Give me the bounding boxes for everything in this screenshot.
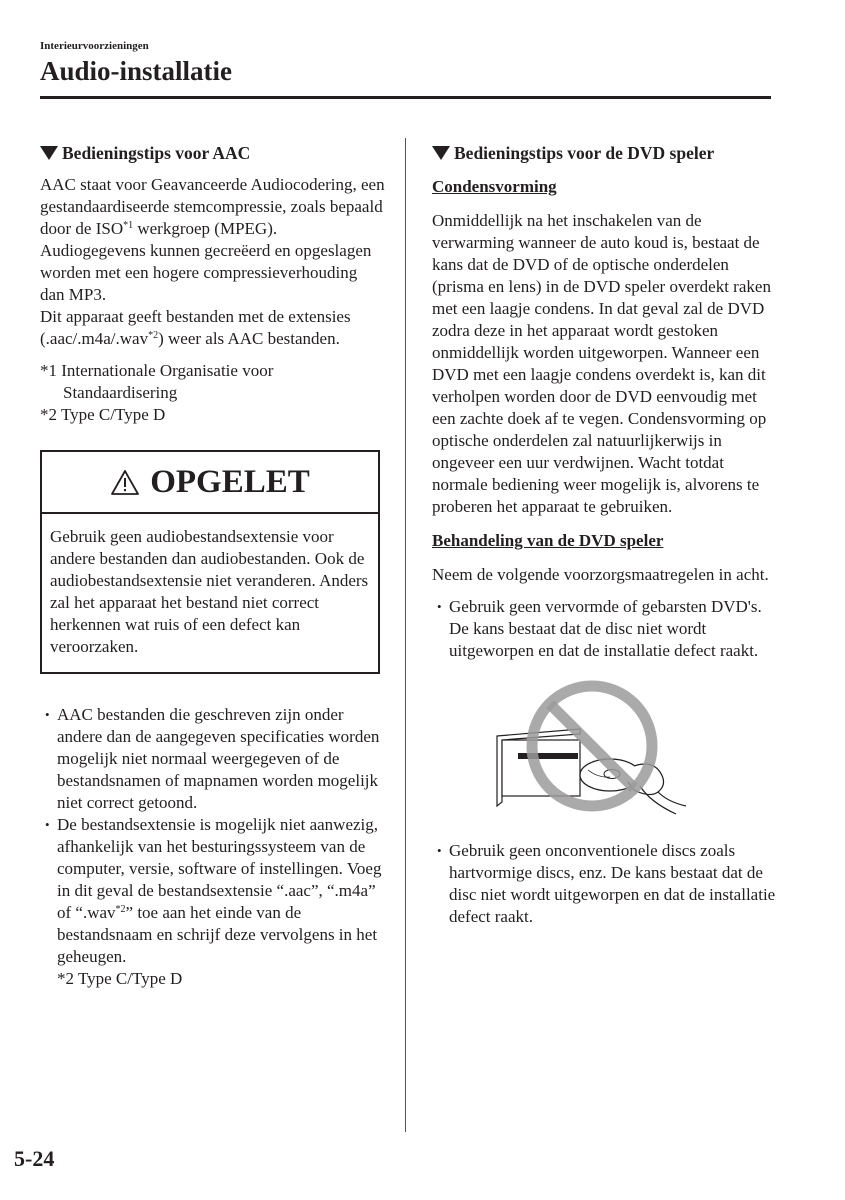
aac-heading: Bedieningstips voor AAC: [40, 142, 386, 164]
condensation-paragraph: Onmiddellijk na het inschakelen van de verwarming wanneer de auto koud is, bestaat de kans dat de DVD of de optische onderdelen (prisma en lens) in de DVD speler overdekt raken met een laagje condens. In dat geval zal de DVD zodra deze in het apparaat wordt gestoken onmiddellijk worden uitgeworpen. Wanneer een DVD met een laagje condens overdekt is, kan dit verholpen worden door de DVD eenvoudig met een zachte doek af te vegen. Condensvorming op optische onderdelen zal natuurlijkerwijs in ongeveer een uur verdwijnen. Wacht totdat normale bediening weer mogelijk is, alvorens te proberen het apparaat te gebruiken.: [432, 211, 771, 516]
handling-intro: Neem de volgende voorzorgsmaatregelen in acht.: [432, 565, 769, 584]
handling-subheading: Behandeling van de DVD speler: [432, 531, 664, 550]
aac-intro-paragraph: AAC staat voor Geavanceerde Audiocodering, een gestandaardiseerde stemcompressie, zoals bepaald door de ISO$^{*1}$ werkgroep (MPEG). Audiogegevens kunnen gecreëerd en opgeslagen worden met een hogere compressieverhouding dan MP3.: [40, 175, 385, 304]
dvd-heading: Bedieningstips voor de DVD speler: [432, 142, 777, 164]
bullet-footnote: *2 Type C/Type D: [57, 969, 183, 988]
right-column: [432, 142, 777, 928]
list-item: • Gebruik geen vervormde of gebarsten DVD's. De kans bestaat dat de disc niet wordt uitgeworpen en dat de installatie defect raakt.: [432, 596, 777, 662]
caution-header: [42, 452, 378, 514]
footnote-2: *2 Type C/Type D: [40, 405, 166, 424]
header-divider: [40, 96, 771, 99]
aac-extensions-paragraph: Dit apparaat geeft bestanden met de extensies (.aac/.m4a/.wav$^{*2}$) weer als AAC bestanden.: [40, 307, 351, 348]
page-number: 5-24: [14, 1146, 55, 1171]
dvd-bullet-list-2: [432, 840, 777, 928]
aac-bullet-list: [40, 704, 386, 968]
triangle-bullet-icon: [432, 146, 450, 160]
list-item: • AAC bestanden die geschreven zijn onder andere dan de aangegeven specificaties worden mogelijk niet normaal weergegeven of de bestandsnamen of mapnamen worden mogelijk niet correct getoond.: [40, 704, 386, 814]
page-title: Audio-installatie: [40, 56, 233, 86]
condensation-subheading: Condensvorming: [432, 177, 557, 196]
caution-text: Gebruik geen audiobestandsextensie voor andere bestanden dan audiobestanden. Ook de audiobestandsextensie niet veranderen. Anders zal het apparaat het bestand niet correct herkennen wat ruis of een defect kan veroorzaken.: [50, 527, 369, 656]
no-damaged-disc-illustration: [482, 674, 702, 824]
dvd-bullet-list: [432, 596, 777, 662]
warning-triangle-icon: [110, 469, 140, 496]
column-divider: [405, 138, 406, 1132]
triangle-bullet-icon: [40, 146, 58, 160]
section-label: Interieurvoorzieningen: [40, 40, 149, 52]
caution-title: OPGELET: [150, 464, 310, 500]
list-item: • De bestandsextensie is mogelijk niet aanwezig, afhankelijk van het besturingssysteem van de computer, versie, software of instellingen. Voeg in dit geval de bestandsextensie “.aac”, “.m4a” of “.wav$^{*2}$” toe aan het einde van de bestandsnaam en schrijf deze vervolgens in het geheugen.: [40, 814, 386, 968]
footnote-1: *1 Internationale Organisatie voor Standaardisering: [40, 361, 274, 402]
caution-box: [40, 450, 380, 674]
list-item: • Gebruik geen onconventionele discs zoals hartvormige discs, enz. De kans bestaat dat de disc niet wordt uitgeworpen en dat de installatie defect raakt.: [432, 840, 777, 928]
left-column: [40, 142, 386, 990]
